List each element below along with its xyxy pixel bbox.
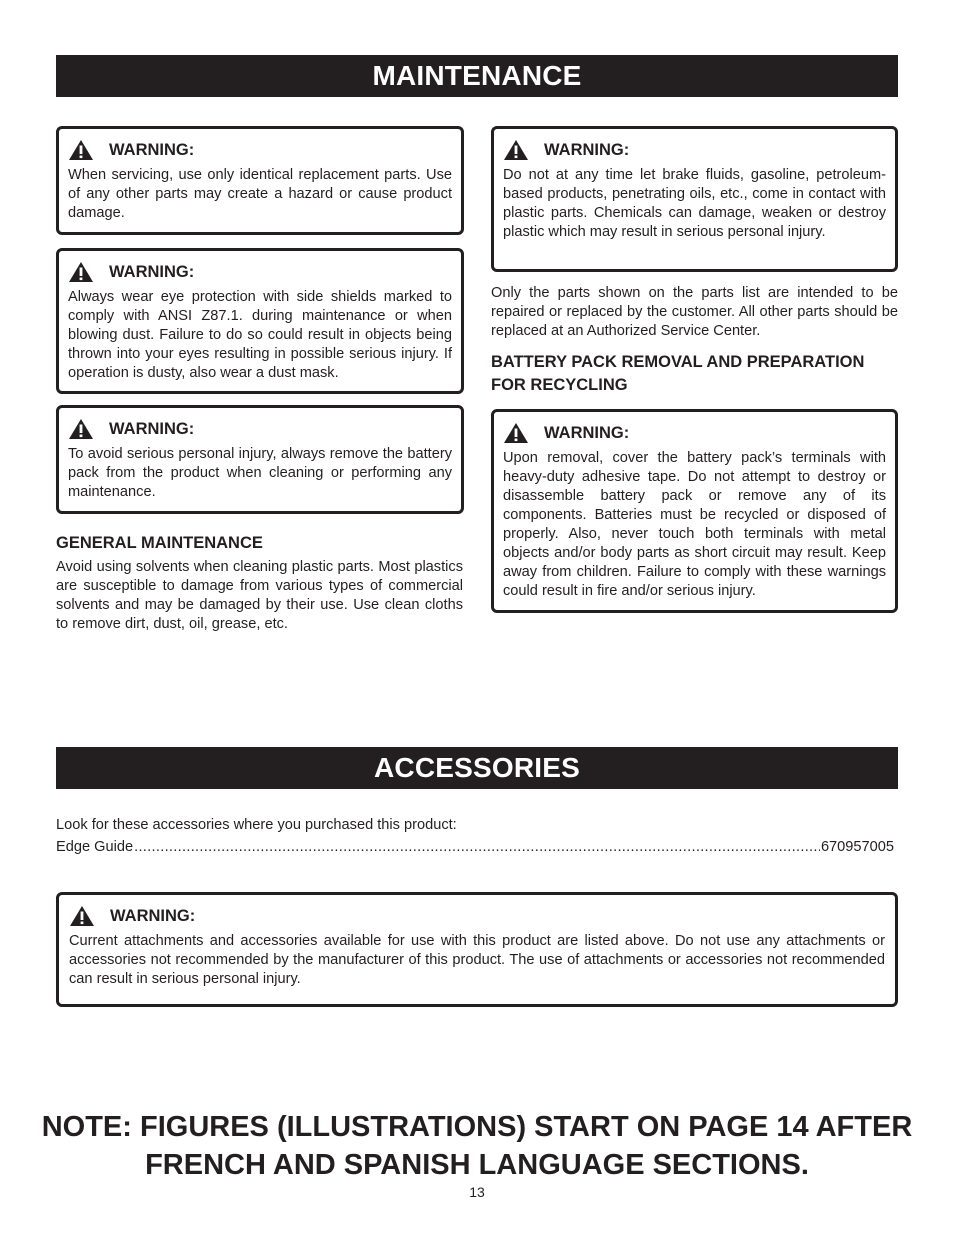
page-number: 13 xyxy=(469,1184,485,1200)
warning-text: To avoid serious personal injury, always remove the battery pack from the product when cleaning or performing any maintenance. xyxy=(68,446,452,500)
warning-header xyxy=(68,139,452,161)
warning-box-eye-protection xyxy=(56,248,464,394)
warning-box-battery-recycling xyxy=(491,409,898,613)
general-maintenance-heading: GENERAL MAINTENANCE xyxy=(56,534,263,552)
warning-triangle-icon xyxy=(68,261,94,283)
battery-removal-heading xyxy=(491,351,901,397)
warning-title: WARNING: xyxy=(109,140,195,159)
accessory-item xyxy=(56,839,894,855)
warning-triangle-icon xyxy=(503,422,529,444)
warning-text: Upon removal, cover the battery pack’s terminals with heavy-duty adhesive tape. Do not attempt to destroy or disassemble battery pack or remove any of its components. Batteries must be recycled or disposed of properly. Also, never touch both terminals with metal objects and/or body parts as short circuit may result. Keep away from children. Failure to comply with these warnings could result in fire and/or serious injury. xyxy=(503,450,886,599)
accessories-intro: Look for these accessories where you purchased this product: xyxy=(56,817,457,833)
warning-header xyxy=(68,261,452,283)
general-maintenance-text: Avoid using solvents when cleaning plastic parts. Most plastics are susceptible to damage from various types of commercial solvents and may be damaged by their use. Use clean cloths to remove dirt, dust, oil, grease, etc. xyxy=(56,559,463,632)
note-line-1: NOTE: FIGURES (ILLUSTRATIONS) START ON PAGE 14 AFTER xyxy=(41,1111,913,1143)
accessory-part-number: 670957005 xyxy=(820,839,894,855)
warning-triangle-icon xyxy=(69,905,95,927)
warning-text: Current attachments and accessories available for use with this product are listed above. Do not use any attachments or accessories not recommended by the manufacturer of this product. The use of attachments or accessories not recommended can result in serious personal injury. xyxy=(69,933,885,987)
accessory-name: Edge Guide xyxy=(56,839,134,855)
warning-title: WARNING: xyxy=(109,262,195,281)
warning-box-chemicals xyxy=(491,126,898,272)
warning-triangle-icon xyxy=(503,139,529,161)
warning-box-remove-battery xyxy=(56,405,464,514)
leader-dots xyxy=(134,839,820,855)
warning-title: WARNING: xyxy=(109,419,195,438)
battery-heading-line-1: BATTERY PACK REMOVAL AND PREPARATION xyxy=(491,353,865,371)
warning-text: Always wear eye protection with side shields marked to comply with ANSI Z87.1. during maintenance or when blowing dust. Failure to do so could result in objects being thrown into your eyes resulting in possible serious injury. If operation is dusty, also wear a dust mask. xyxy=(68,289,452,381)
warning-header xyxy=(69,905,885,927)
warning-title: WARNING: xyxy=(544,423,630,442)
warning-title: WARNING: xyxy=(544,140,630,159)
figures-note xyxy=(40,1108,914,1184)
accessories-title: ACCESSORIES xyxy=(56,747,898,789)
warning-header xyxy=(68,418,452,440)
warning-box-accessories xyxy=(56,892,898,1007)
warning-triangle-icon xyxy=(68,139,94,161)
parts-replacement-text: Only the parts shown on the parts list are intended to be repaired or replaced by the customer. All other parts should be replaced at an Authorized Service Center. xyxy=(491,285,898,339)
warning-title: WARNING: xyxy=(110,906,196,925)
warning-text: When servicing, use only identical replacement parts. Use of any other parts may create a hazard or cause product damage. xyxy=(68,167,452,221)
warning-header xyxy=(503,422,886,444)
warning-triangle-icon xyxy=(68,418,94,440)
battery-heading-line-2: FOR RECYCLING xyxy=(491,376,628,394)
warning-text: Do not at any time let brake fluids, gasoline, petroleum-based products, penetrating oils, etc., come in contact with plastic parts. Chemicals can damage, weaken or destroy plastic which may result in serious personal injury. xyxy=(503,167,886,240)
warning-header xyxy=(503,139,886,161)
note-line-2: FRENCH AND SPANISH LANGUAGE SECTIONS. xyxy=(145,1149,809,1181)
warning-box-replacement-parts xyxy=(56,126,464,235)
maintenance-title: MAINTENANCE xyxy=(56,55,898,97)
